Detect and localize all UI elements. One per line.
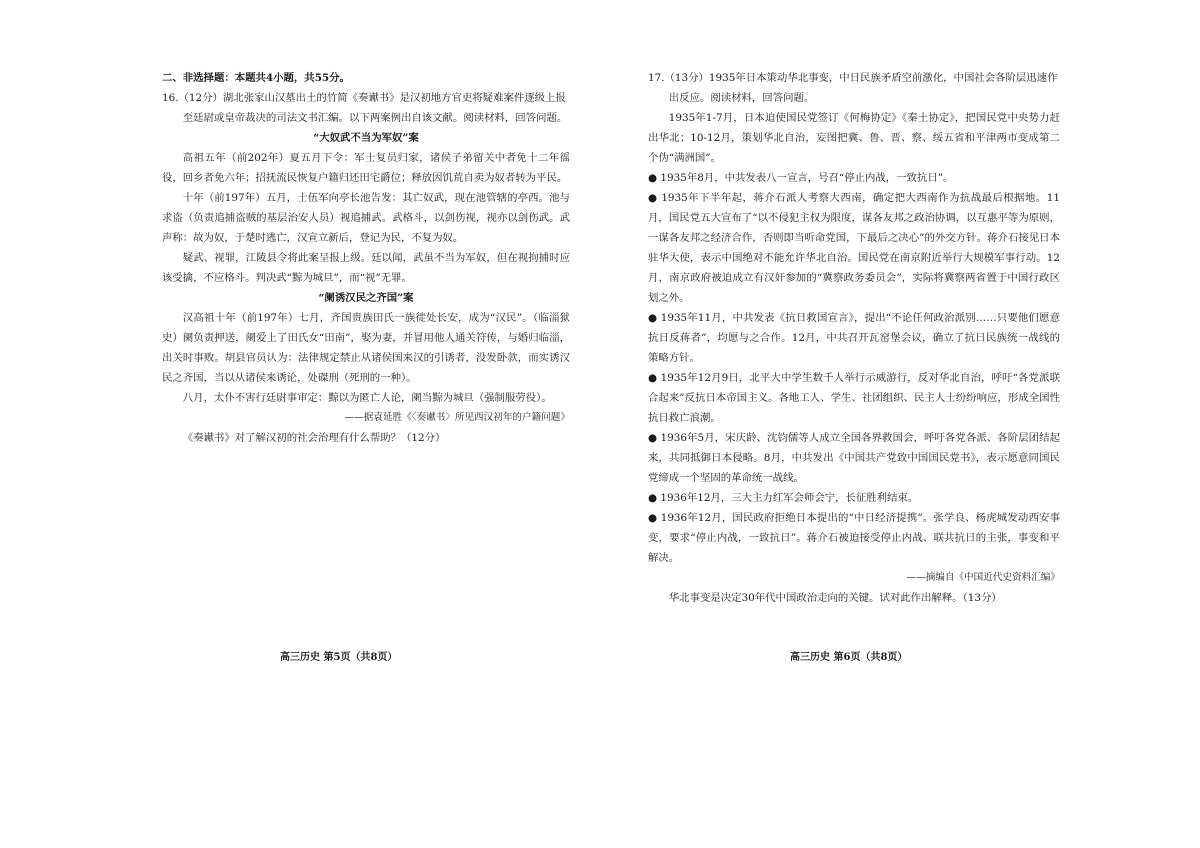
- material-bullet: ● 1936年12月，国民政府拒绝日本提出的“中日经济提携”。张学良、杨虎城发动西安事变，要求“停止内战，一致抗日”。蒋介石被迫接受停止内战、联共抗日的主张，事变和平解决。: [648, 512, 1060, 564]
- material-bullet: ● 1935年8月，中共发表八一宣言，号召“停止内战，一致抗日”。: [648, 172, 954, 184]
- material-bullet: ● 1935年下半年起，蒋介石派人考察大西南，确定把大西南作为抗战最后根据地。11月，国民党五大宣布了“以不侵犯主权为限度，谋各友邦之政治协调，以互惠平等为原则，一谋各友邦之经济合作，否则即当听命党国，下最后之决心”的外交方针。蒋介石接见日本驻华大使，表示中国绝对不能允许华北自治。国民党在南京附近举行大规模军事行动。12月，南京政府被迫成立有汉奸参加的“冀察政务委员会”，实际将冀察两省置于中国行政区划之外。: [648, 192, 1060, 304]
- material-bullet: ● 1935年12月9日，北平大中学生数千人举行示威游行，反对华北自治，呼吁“各党派联合起来”反抗日本帝国主义。各地工人、学生、社团组织、民主人士纷纷响应，形成全国性抗日救亡浪潮。: [648, 372, 1060, 424]
- source-citation: ——据袁延胜《〈奏谳书〉所见西汉初年的户籍问题》: [344, 412, 570, 423]
- case-2-title: “阑诱汉民之齐国”案: [318, 292, 414, 304]
- source-citation: ——摘编自《中国近代史资料汇编》: [906, 572, 1060, 583]
- exam-page-6: [600, 0, 1200, 848]
- case-1-title: “大奴武不当为军奴”案: [313, 132, 419, 144]
- material-paragraph: 1935年1-7月，日本迫使国民党签订《何梅协定》《秦土协定》，把国民党中央势力赶出华北；10-12月，策划华北自治，妄图把冀、鲁、晋、察、绥五省和平津两市变成第二个伪“满洲国”。: [648, 112, 1060, 164]
- case-2-paragraph: 汉高祖十年（前197年）七月，齐国贵族田氏一族徙处长安，成为“汉民”。（临淄狱史）阑负责押送，阑爱上了田氏女“田南”，娶为妻，并冒用他人通关符传，与婚归临淄，出关时事败。胡县官员认为：法律规定禁止从诸侯国来汉的引诱者，没发卧款，而实诱汉民之齐国，当以从诸侯来诱论，处磔刑（死刑的一种）。: [162, 312, 570, 384]
- case-2-paragraph: 八月，太仆不害行廷尉事审定：黥以为匿亡人论，阑当黥为城旦（强制服劳役）。: [182, 392, 552, 404]
- case-1-paragraph: 十年（前197年）五月，士伍军向亭长池告发：其亡奴武，现在池管辖的亭西。池与求盗（负责追捕盗贼的基层治安人员）视追捕武。武格斗，以剑伤视，视亦以剑伤武。武声称：故为奴，于楚时逃亡，汉宣立新后，登记为民，不复为奴。: [162, 192, 570, 244]
- page-5-content: [162, 68, 570, 448]
- material-bullet: ● 1936年5月，宋庆龄、沈钧儒等人成立全国各界救国会，呼吁各党各派、各阶层团结起来，共同抵御日本侵略。8月，中共发出《中国共产党致中国国民党书》，表示愿意同国民党缔成一个坚固的革命统一战线。: [648, 432, 1060, 484]
- material-bullet: ● 1936年12月，三大主力红军会师会宁，长征胜利结束。: [648, 492, 919, 504]
- question-17-prompt: 华北事变是决定30年代中国政治走向的关键。试对此作出解释。（13分）: [668, 592, 1002, 604]
- question-16-intro: 16.（12分）湖北张家山汉墓出土的竹简《奏谳书》是汉初地方官吏将疑难案件逐级上报至廷尉或皇帝裁决的司法文书汇编。以下两案例出自该文献。阅读材料，回答问题。: [162, 92, 568, 124]
- case-1-paragraph: 高祖五年（前202年）夏五月下令：军士复员归家，诸侯子弟留关中者免十二年徭役，回乡者免六年；招抚流民恢复户籍归还田宅爵位；释放因饥荒自卖为奴者转为平民。: [162, 152, 570, 184]
- question-16-prompt: 《奏谳书》对了解汉初的社会治理有什么帮助？（12分）: [182, 432, 446, 444]
- question-17-intro: 17.（13分）1935年日本策动华北事变，中日民族矛盾空前激化，中国社会各阶层迅速作出反应。阅读材料，回答问题。: [648, 72, 1058, 104]
- case-1-paragraph: 疑武、视罪，江陵县令将此案呈报上级。廷以闻，武虽不当为军奴，但在视拘捕时应该受擒，不应格斗。判决武“黥为城旦”，而“视”无罪。: [162, 252, 570, 284]
- page-6-content: [648, 68, 1060, 608]
- page-footer: 高三历史 第6页（共8页）: [790, 652, 908, 663]
- section-title: 二、非选择题：本题共4小题，共55分。: [162, 72, 350, 84]
- material-bullet: ● 1935年11月，中共发表《抗日救国宣言》，提出“不论任何政治派别……只要他们愿意抗日反蒋者”，均愿与之合作。12月，中共召开瓦窑堡会议，确立了抗日民族统一战线的策略方针。: [648, 312, 1060, 364]
- page-footer: 高三历史 第5页（共8页）: [280, 652, 398, 663]
